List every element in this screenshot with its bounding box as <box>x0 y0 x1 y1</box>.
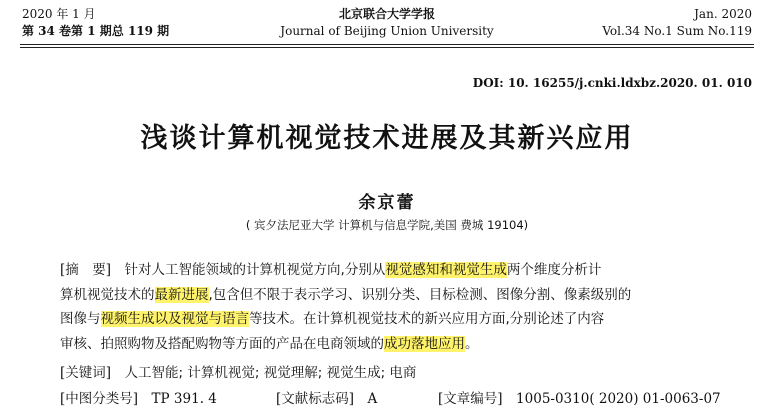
issue-date: 2020 年 1 月 <box>22 7 96 21</box>
clc-value: TP 391. 4 <box>151 391 217 407</box>
abstract-text: 图像与 <box>60 311 101 328</box>
abstract-text: 等技术。在计算机视觉技术的新兴应用方面,分别论述了内容 <box>249 311 605 328</box>
author-affiliation: ( 宾夕法尼亚大学 计算机与信息学院,美国 费城 19104) <box>245 218 529 232</box>
keywords-label: [关键词] <box>60 365 112 381</box>
abstract-text: ,包含但不限于表示学习、识别分类、目标检测、图像分割、像素级别的 <box>208 286 632 303</box>
highlight: 视觉感知和视觉生成 <box>385 262 507 278</box>
clc-number <box>60 387 217 407</box>
author-name: 余京蕾 <box>358 193 416 213</box>
abstract-text: 审核、拍照购物及搭配购物等方面的产品在电商领域的 <box>60 335 384 352</box>
header-rule-bottom <box>20 47 754 48</box>
abstract-text: 针对人工智能领域的计算机视觉方向,分别从 <box>124 262 386 278</box>
header-rule-top <box>20 44 754 45</box>
journal-name-en: Journal of Beijing Union University <box>280 24 494 38</box>
volume-issue-en: Vol.34 No.1 Sum No.119 <box>602 24 752 38</box>
abstract-line-3 <box>60 307 736 332</box>
volume-issue: 第 34 卷第 1 期总 119 期 <box>22 24 170 38</box>
abstract-line-1 <box>60 258 736 283</box>
article-number <box>438 387 721 407</box>
abstract-label: [摘 要] <box>60 262 112 278</box>
highlight: 成功落地应用 <box>384 335 465 352</box>
abstract-text: 两个维度分析计 <box>506 262 602 278</box>
article-number-label: [文章编号] <box>438 391 503 407</box>
paper-title: 浅谈计算机视觉技术进展及其新兴应用 <box>140 123 634 154</box>
document-code-label: [文献标志码] <box>276 391 355 407</box>
issue-date-en: Jan. 2020 <box>694 7 752 21</box>
highlight: 最新进展 <box>154 286 209 303</box>
clc-label: [中图分类号] <box>60 391 139 407</box>
keywords <box>60 361 416 381</box>
journal-name-cn: 北京联合大学学报 <box>338 7 435 21</box>
article-number-value: 1005-0310( 2020) 01-0063-07 <box>516 391 721 407</box>
keywords-text: 人工智能; 计算机视觉; 视觉理解; 视觉生成; 电商 <box>124 365 417 381</box>
abstract-line-2 <box>60 283 736 308</box>
abstract <box>60 258 736 356</box>
highlight: 视频生成以及视觉与语言 <box>100 311 249 328</box>
abstract-text: 。 <box>465 335 479 352</box>
document-code <box>276 387 377 407</box>
document-code-value: A <box>367 391 378 407</box>
abstract-line-4 <box>60 332 736 357</box>
abstract-text: 算机视觉技术的 <box>60 286 155 303</box>
header-right <box>602 6 752 40</box>
doi: DOI: 10. 16255/j.cnki.ldxbz.2020. 01. 010 <box>472 76 752 90</box>
